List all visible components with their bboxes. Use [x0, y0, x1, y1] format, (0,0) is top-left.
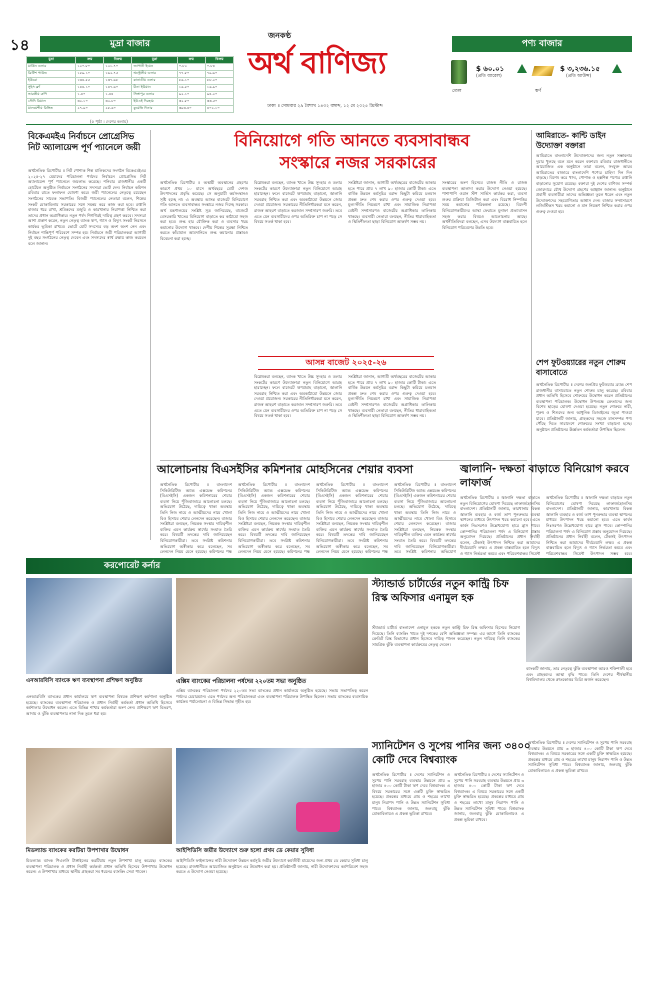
- currency-cell: ৪০২.১০: [205, 106, 233, 113]
- currency-cell: জাপানী ইয়েন: [132, 64, 177, 71]
- lead-headline-1: বিনিয়োগে গতি আনতে ব্যবসাবান্ধব: [234, 131, 470, 150]
- gold-up-arrow-icon: [612, 64, 622, 73]
- midland-photo: [26, 748, 172, 844]
- lead-headline-2: সংস্কারে নজর সরকারের: [279, 153, 437, 172]
- budget-sub-box: [258, 356, 434, 370]
- currency-cell: ২৭.৯০: [76, 106, 104, 113]
- ipdc-photo: [176, 748, 368, 844]
- currency-cell: সিঙ্গাপুর ডলার: [132, 92, 177, 99]
- wb-col-3: অর্থনৈতিক রিপোর্টার ॥ দেশের স্যানিটেশন ও সুপেয় পানি সরবরাহ ব্যবস্থার উন্নয়নে প্রায় ৩ হাজার ৪০০ কোটি টাকা ঋণ দেবে বিশ্বব্যাংক। এ বিষয়ে সরকারের সঙ্গে একটি চুক্তি স্বাক্ষরিত হয়েছে। প্রকল্পের মাধ্যমে গ্রাম ও শহরের লাখো মানুষ নিরাপদ পানি ও উন্নত স্যানিটেশন সুবিধা পাবে। বিশ্বব্যাংক জানায়, জলবায়ু ঝুঁকি মোকাবিলায়ও এ প্রকল্প ভূমিকা রাখবে।: [528, 740, 632, 773]
- currency-row: [27, 78, 234, 85]
- scb-body-b: ব্যাংকটি জানায়, তার নেতৃত্বে ঝুঁকি ব্যবস্থাপনা আরও শক্তিশালী হবে এবং গ্রাহকদের আস্থা বৃদ্ধি পাবে। তিনি দেশের শীর্ষস্থানীয় বিশ্ববিদ্যালয় থেকে স্নাতকোত্তর ডিগ্রি অর্জন করেছেন।: [526, 666, 632, 683]
- currency-cell: ভারতীয় রুপি: [27, 92, 76, 99]
- bsec-title: আলোচনায় বিএসইসির কমিশনার মোহসিনের শেয়ার ব্যবসা: [157, 463, 413, 476]
- lead-col-2b: বিশ্লেষকরা বলছেন, ব্যাংক খাতে উচ্চ সুদহার ও ডলার সংকটের কারণে উদ্যোক্তারা নতুন বিনিয়োগে আগ্রহ হারাচ্ছেন। ফলে বাজেটে ঋণপ্রবাহ বাড়ানো, জ্বালানি সরবরাহ নিশ্চিত করা এবং অবকাঠামো উন্নয়নে জোর দেওয়া প্রয়োজন। সরকারের নীতিনির্ধারকরা মনে করেন, রাজস্ব আহরণ বাড়াতে করজাল সম্প্রসারণ জরুরি। তবে এতে যেন ব্যবসায়ীদের ওপর অতিরিক্ত চাপ না পড়ে সে বিষয়ে সতর্ক থাকা হবে।: [254, 374, 342, 419]
- currency-cell: ৩২.৮০: [104, 99, 132, 106]
- currency-cell: ০.৮৪: [205, 64, 233, 71]
- currency-cell: ১৫৯.১০: [76, 71, 104, 78]
- currency-cell: অস্ট্রেলীয় ডলার: [132, 71, 177, 78]
- wb-col-1: অর্থনৈতিক রিপোর্টার ॥ দেশের স্যানিটেশন ও সুপেয় পানি সরবরাহ ব্যবস্থার উন্নয়নে প্রায় ৩ হাজার ৪০০ কোটি টাকা ঋণ দেবে বিশ্বব্যাংক। এ বিষয়ে সরকারের সঙ্গে একটি চুক্তি স্বাক্ষরিত হয়েছে। প্রকল্পের মাধ্যমে গ্রাম ও শহরের লাখো মানুষ নিরাপদ পানি ও উন্নত স্যানিটেশন সুবিধা পাবে। বিশ্বব্যাংক জানায়, জলবায়ু ঝুঁকি মোকাবিলায়ও এ প্রকল্প ভূমিকা রাখবে।: [372, 772, 450, 817]
- currency-cell: ২৮.৬০: [104, 106, 132, 113]
- currency-row: [27, 92, 234, 99]
- currency-row: [27, 64, 234, 71]
- currency-header-cell: মুদ্রা: [132, 57, 177, 64]
- mid-divider: [160, 460, 527, 461]
- midland-body: মিডল্যান্ড ব্যাংক পিএলসি টাঙ্গাইলের করটিয়ায় নতুন উপশাখা চালু করেছে। ব্যাংকের ব্যবস্থাপনা পরিচালক ও প্রধান নির্বাহী কর্মকর্তা প্রধান অতিথি হিসেবে উপশাখার উদ্বোধন করেন। এ উপশাখার মাধ্যমে স্থানীয় গ্রাহকরা সব ধরনের ব্যাংকিং সেবা পাবেন।: [26, 858, 172, 875]
- currency-cell: ১৬.৫০: [177, 85, 205, 92]
- currency-cell: ৩২.৮০: [177, 99, 205, 106]
- budget-sub-box-label: আসন্ন বাজেট ২০২৫-২৬: [305, 358, 387, 367]
- currency-cell: মালয়েশীয় রিঙ্গিত: [27, 106, 76, 113]
- currency-cell: ১.৪০: [76, 92, 104, 99]
- energy-col-1: অর্থনৈতিক রিপোর্টার ॥ জ্বালানি দক্ষতা বাড়াতে নতুন বিনিয়োগের ঘোষণা দিয়েছে লাফার্জহোলসিম বাংলাদেশ। প্রতিষ্ঠানটি জানায়, কারখানায় বিকল্প জ্বালানি ব্যবহার ও বর্জ্য তাপ পুনরুদ্ধার ব্যবস্থা স্থাপনের মাধ্যমে উৎপাদন খরচ কমানো হবে। এতে কার্বন নিঃসরণও উল্লেখযোগ্য হারে হ্রাস পাবে। কোম্পানির পরিচালনা পর্ষদ এ বিনিয়োগ প্রস্তাব অনুমোদন দিয়েছে। প্রতিষ্ঠানের প্রধান নির্বাহী বলেন, টেকসই উৎপাদন নিশ্চিত করা আমাদের দীর্ঘমেয়াদি লক্ষ্য। এ প্রকল্প বাস্তবায়িত হলে বিদ্যুৎ ও গ্যাস নির্ভরতা কমবে এবং পরিবেশবান্ধব সিমেন্ট: [460, 495, 540, 555]
- currency-cell: ৭৭.৮০: [177, 71, 205, 78]
- currency-cell: ১৩৪.৫৫: [76, 78, 104, 85]
- gold-unit: (প্রতি আউন্স): [566, 74, 592, 79]
- masthead-top: জনকণ্ঠ: [268, 31, 292, 40]
- currency-cell: ১৬.৯০: [205, 85, 233, 92]
- exim-title: এক্সিম ব্যাংকের পরিচালনা পর্ষদের ২২০তম সভা অনুষ্ঠিত: [176, 679, 307, 685]
- scb-body: স্ট্যান্ডার্ড চার্টার্ড বাংলাদেশ এনামুল হককে নতুন কান্ট্রি চিফ রিস্ক অফিসার হিসেবে নিয়োগ দিয়েছে। তিনি ব্যাংকিং খাতে দুই দশকের বেশি অভিজ্ঞতা সম্পন্ন। এর আগে তিনি ব্যাংকের ক্রেডিট রিস্ক বিভাগের প্রধান হিসেবে দায়িত্ব পালন করেছেন। নতুন দায়িত্বে তিনি ব্যাংকের সামগ্রিক ঝুঁকি ব্যবস্থাপনা কার্যক্রমের নেতৃত্ব দেবেন।: [372, 625, 520, 647]
- lead-col-1: অর্থনৈতিক রিপোর্টার ॥ অস্থায়ী অবস্থানের গ্রহণের কারণে প্রথম ১০ মাসে অর্থবছরে মোট দেশজ উৎপাদনের প্রবৃদ্ধি কমেছে। সে অনুযায়ী কর্মসংস্থানও সৃষ্টি হচ্ছে না। এ অবস্থায় আসন্ন বাজেটে বিনিয়োগে গতি আনতে ব্যবসাবান্ধব সংস্কারে নজর দিচ্ছে সরকার। অর্থ মন্ত্রণালয়ের সংশ্লিষ্ট সূত্র জানিয়েছে, বাজেটে বেসরকারি খাতের বিনিয়োগ বাড়াতে কর কাঠামো সহজ করা হবে। শুল্ক হার যৌক্তিক করা ও ব্যবসার খরচ কমানোর উদ্যোগ থাকবে। দেশীয় শিল্পের সুরক্ষা নিশ্চিত করতে কাঁচামাল আমদানিতে শুল্ক কমানোর প্রস্তাবও বিবেচনা করা হচ্ছে।: [160, 180, 248, 241]
- bsec-col-4: অর্থনৈতিক রিপোর্টার ॥ বাংলাদেশ সিকিউরিটিজ অ্যান্ড এক্সচেঞ্জ কমিশনের (বিএসইসি) একজন কমিশনারের শেয়ার ব্যবসা নিয়ে পুঁজিবাজারে আলোচনা চলছে। অভিযোগ উঠেছে, দায়িত্বে থাকা অবস্থায় তিনি নিজ নামে ও আত্মীয়দের নামে খোলা বিও হিসাবে শেয়ার লেনদেন করেছেন। বাজার সংশ্লিষ্টরা বলছেন, নিয়ন্ত্রক সংস্থার দায়িত্বশীল ব্যক্তির এমন কার্যক্রম স্বার্থের সংঘাত তৈরি করে। বিষয়টি তদন্তের দাবি জানিয়েছেন বিনিয়োগকারীরা। তবে সংশ্লিষ্ট কমিশনার অভিযোগ: [394, 482, 456, 554]
- currency-cell: ৩৯৩.৪০: [177, 106, 205, 113]
- currency-cell: ১৪৪.১০: [76, 85, 104, 92]
- energy-col-2: অর্থনৈতিক রিপোর্টার ॥ জ্বালানি দক্ষতা বাড়াতে নতুন বিনিয়োগের ঘোষণা দিয়েছে লাফার্জহোলসিম বাংলাদেশ। প্রতিষ্ঠানটি জানায়, কারখানায় বিকল্প জ্বালানি ব্যবহার ও বর্জ্য তাপ পুনরুদ্ধার ব্যবস্থা স্থাপনের মাধ্যমে উৎপাদন খরচ কমানো হবে। এতে কার্বন নিঃসরণও উল্লেখযোগ্য হারে হ্রাস পাবে। কোম্পানির পরিচালনা পর্ষদ এ বিনিয়োগ প্রস্তাব অনুমোদন দিয়েছে। প্রতিষ্ঠানের প্রধান নির্বাহী বলেন, টেকসই উৎপাদন নিশ্চিত করা আমাদের দীর্ঘমেয়াদি লক্ষ্য। এ প্রকল্প বাস্তবায়িত হলে বিদ্যুৎ ও গ্যাস নির্ভরতা কমবে এবং পরিবেশবান্ধব সিমেন্ট উৎপাদন সম্ভব হবে।: [546, 495, 632, 555]
- header-divider: [26, 124, 632, 125]
- energy-title: জ্বালানি- দক্ষতা বাড়াতে বিনিয়োগ করবে লাফার্জ: [460, 463, 629, 489]
- right-story-title: আমিরাতে- কান্টি ডাইন উদ্যোক্তা বক্তারা: [536, 131, 606, 150]
- bsec-col-3: অর্থনৈতিক রিপোর্টার ॥ বাংলাদেশ সিকিউরিটিজ অ্যান্ড এক্সচেঞ্জ কমিশনের (বিএসইসি) একজন কমিশনারের শেয়ার ব্যবসা নিয়ে পুঁজিবাজারে আলোচনা চলছে। অভিযোগ উঠেছে, দায়িত্বে থাকা অবস্থায় তিনি নিজ নামে ও আত্মীয়দের নামে খোলা বিও হিসাবে শেয়ার লেনদেন করেছেন। বাজার সংশ্লিষ্টরা বলছেন, নিয়ন্ত্রক সংস্থার দায়িত্বশীল ব্যক্তির এমন কার্যক্রম স্বার্থের সংঘাত তৈরি করে। বিষয়টি তদন্তের দাবি জানিয়েছেন বিনিয়োগকারীরা। তবে সংশ্লিষ্ট কমিশনার অভিযোগ অস্বীকার করে বলেছেন, সব লেনদেন নিয়ম মেনে হয়েছে। কমিশনের পক্ষ: [316, 482, 388, 554]
- oil-barrel-icon: [451, 60, 467, 84]
- scb-portrait-photo: [526, 578, 632, 662]
- wb-title: স্যানিটেশন ও সুপেয় পানির জন্য ৩৪০০ কোটি দেবে বিশ্বব্যাংক: [372, 741, 531, 766]
- currency-cell: সৌদি রিয়াল: [27, 99, 76, 106]
- bsec-col-1: অর্থনৈতিক রিপোর্টার ॥ বাংলাদেশ সিকিউরিটিজ অ্যান্ড এক্সচেঞ্জ কমিশনের (বিএসইসি) একজন কমিশনারের শেয়ার ব্যবসা নিয়ে পুঁজিবাজারে আলোচনা চলছে। অভিযোগ উঠেছে, দায়িত্বে থাকা অবস্থায় তিনি নিজ নামে ও আত্মীয়দের নামে খোলা বিও হিসাবে শেয়ার লেনদেন করেছেন। বাজার সংশ্লিষ্টরা বলছেন, নিয়ন্ত্রক সংস্থার দায়িত্বশীল ব্যক্তির এমন কার্যক্রম স্বার্থের সংঘাত তৈরি করে। বিষয়টি তদন্তের দাবি জানিয়েছেন বিনিয়োগকারীরা। তবে সংশ্লিষ্ট কমিশনার অভিযোগ অস্বীকার করে বলেছেন, সব লেনদেন নিয়ম মেনে হয়েছে। কমিশনের পক্ষ: [160, 482, 232, 554]
- currency-cell: ১২১.৭০: [104, 64, 132, 71]
- currency-cell: ১৬২.৭৫: [104, 71, 132, 78]
- currency-cell: ৮৬.১০: [177, 78, 205, 85]
- nrbc-title: এনআরবিসি ব্যাংকে ঋণ ব্যবস্থাপনা প্রশিক্ষণ অনুষ্ঠিত: [26, 678, 143, 684]
- lead-col-3b: সংশ্লিষ্টরা জানান, আগামী অর্থবছরের বাজেটের আকার হতে পারে প্রায় ৭ লাখ ৯০ হাজার কোটি টাকা। এতে বার্ষিক উন্নয়ন কর্মসূচির বরাদ্দ কিছুটা কমিয়ে চলমান প্রকল্প দ্রুত শেষ করার ওপর গুরুত্ব দেওয়া হবে। মূল্যস্ফীতি নিয়ন্ত্রণে রাখা এবং সামাজিক নিরাপত্তা বেষ্টনী সম্প্রসারণও বাজেটের অগ্রাধিকার তালিকায় থাকছে। ব্যবসায়ী নেতারা বলছেন, নীতির ধারাবাহিকতা ও স্থিতিশীলতা ছাড়া বিনিয়োগ আকর্ষণ সম্ভব নয়।: [348, 374, 436, 419]
- wb-col-2: অর্থনৈতিক রিপোর্টার ॥ দেশের স্যানিটেশন ও সুপেয় পানি সরবরাহ ব্যবস্থার উন্নয়নে প্রায় ৩ হাজার ৪০০ কোটি টাকা ঋণ দেবে বিশ্বব্যাংক। এ বিষয়ে সরকারের সঙ্গে একটি চুক্তি স্বাক্ষরিত হয়েছে। প্রকল্পের মাধ্যমে গ্রাম ও শহরের লাখো মানুষ নিরাপদ পানি ও উন্নত স্যানিটেশন সুবিধা পাবে। বিশ্বব্যাংক জানায়, জলবায়ু ঝুঁকি মোকাবিলায়ও এ প্রকল্প ভূমিকা রাখবে।: [454, 772, 524, 822]
- currency-cell: ইউএই দিরহাম: [132, 99, 177, 106]
- currency-cell: সুইস ফ্রাঁ: [27, 85, 76, 92]
- corporate-banner-label: করপোরেট কর্নার: [104, 561, 161, 571]
- ipdc-joyee-logo: [296, 802, 340, 832]
- right-story-body: আমিরাতে বাংলাদেশি উদ্যোক্তাদের জন্য নতুন সম্ভাবনার দুয়ার খুলছে বলে মনে করেন বক্তারা। রবিবার রাজধানীতে আয়োজিত এক অনুষ্ঠানে তারা বলেন, সংযুক্ত আরব আমিরাতের বাজারে বাংলাদেশি পণ্যের চাহিদা দিন দিন বাড়ছে। বিশেষ করে খাদ্য, পোশাক ও হস্তশিল্প পণ্যের রপ্তানি বাড়ানোর সুযোগ রয়েছে। বক্তারা দুই দেশের বাণিজ্য সম্পর্ক জোরদারে যৌথ উদ্যোগ গ্রহণের আহ্বান জানান। অনুষ্ঠানে প্রবাসী ব্যবসায়ীরা তাদের অভিজ্ঞতা তুলে ধরেন এবং নতুন উদ্যোক্তাদের সহযোগিতার আশ্বাস দেন। বাজার সম্প্রসারণে লজিস্টিকস খরচ কমানো ও মান নিয়ন্ত্রণ নিশ্চিত করার ওপর গুরুত্ব দেওয়া হয়।: [536, 153, 632, 214]
- corporate-banner: [26, 558, 632, 574]
- currency-row: [27, 71, 234, 78]
- left-story-body: অর্থনৈতিক রিপোর্টার ॥ নিট পোশাক শিল্প মালিকদের সংগঠন বিকেএমইএর ২০২৫-২৭ মেয়াদের পরিচালনা পর্ষদের নির্বাচনে প্রোগ্রেসিভ নিট অ্যালায়েন্স পূর্ণ প্যানেলে জয়লাভ করেছে। শনিবার রাজধানীর একটি হোটেলে অনুষ্ঠিত নির্বাচনে সংগঠনের সদস্যরা ভোট দেন। নির্বাচন কমিশন রবিবার রাতে ফলাফল ঘোষণা করে। জয়ী প্যানেলের নেতৃত্বে রয়েছেন সংগঠনের সাবেক সভাপতি। বিজয়ী প্যানেলের নেতারা বলেন, শিল্পের সংকট মোকাবিলায় সরকারের সঙ্গে সমন্বয় করে কাজ করা হবে। রপ্তানি বাজার ধরে রাখা, শ্রমিকদের মজুরি ও কারখানার নিরাপত্তা নিশ্চিত করা তাদের প্রধান অগ্রাধিকার। নতুন পর্ষদ শিগগিরই দায়িত্ব গ্রহণ করবে। সদস্যরা আশা প্রকাশ করেন, নতুন নেতৃত্ব ব্যাংক ঋণ, গ্যাস ও বিদ্যুৎ সংকট নিরসনে কার্যকর ভূমিকা রাখবে। ভোটে মোট সদস্যের বড় অংশ অংশ নেন এবং নির্বাচন শান্তিপূর্ণ পরিবেশে সম্পন্ন হয়। নির্বাচনে জয়ী পরিচালকরা আগামী দুই বছর সংগঠনের নেতৃত্ব দেবেন এবং সদস্যদের স্বার্থ রক্ষায় কাজ করবেন বলে জানান।: [28, 168, 146, 246]
- currency-cell: কানাডীয় ডলার: [132, 78, 177, 85]
- exim-photo: [176, 578, 368, 674]
- bsec-col-2: অর্থনৈতিক রিপোর্টার ॥ বাংলাদেশ সিকিউরিটিজ অ্যান্ড এক্সচেঞ্জ কমিশনের (বিএসইসি) একজন কমিশনারের শেয়ার ব্যবসা নিয়ে পুঁজিবাজারে আলোচনা চলছে। অভিযোগ উঠেছে, দায়িত্বে থাকা অবস্থায় তিনি নিজ নামে ও আত্মীয়দের নামে খোলা বিও হিসাবে শেয়ার লেনদেন করেছেন। বাজার সংশ্লিষ্টরা বলছেন, নিয়ন্ত্রক সংস্থার দায়িত্বশীল ব্যক্তির এমন কার্যক্রম স্বার্থের সংঘাত তৈরি করে। বিষয়টি তদন্তের দাবি জানিয়েছেন বিনিয়োগকারীরা। তবে সংশ্লিষ্ট কমিশনার অভিযোগ অস্বীকার করে বলেছেন, সব লেনদেন নিয়ম মেনে হয়েছে। কমিশনের পক্ষ: [238, 482, 310, 554]
- currency-cell: চীনা ইউয়ান: [132, 85, 177, 92]
- dateline: ঢাকা ॥ সোমবার ২৯ বৈশাখ ১৪৩২ বঙ্গাব্দ, ১২ মে ২০২৫ খ্রিস্টাব্দ: [267, 104, 383, 109]
- currency-header-cell: ক্রয়: [177, 57, 205, 64]
- currency-cell: ১৩৭.৬৮: [104, 78, 132, 85]
- gold-bar-icon: [532, 66, 555, 76]
- exim-body: এক্সিম ব্যাংকের পরিচালনা পর্ষদের ২২০তম সভা ব্যাংকের প্রধান কার্যালয়ে অনুষ্ঠিত হয়েছে। সভায় সভাপতিত্ব করেন পর্ষদের চেয়ারম্যান। এতে পর্ষদের অন্য পরিচালকরা এবং ব্যবস্থাপনা পরিচালক উপস্থিত ছিলেন। সভায় ব্যাংকের ব্যবসায়িক কার্যক্রম পর্যালোচনা ও বিভিন্ন সিদ্ধান্ত গৃহীত হয়।: [176, 688, 368, 705]
- currency-cell: ৩৩.৫০: [205, 99, 233, 106]
- oil-label: তেল: [452, 88, 462, 94]
- currency-cell: ইউরো: [27, 78, 76, 85]
- page-header: [0, 0, 650, 128]
- currency-section-label: মুদ্রা বাজার: [40, 36, 220, 52]
- oil-up-arrow-icon: [517, 64, 527, 73]
- ipdc-title: আইপিডিসি জয়ীর উদ্যোগে শুরু হলো প্রথম ডে কেয়ার সুবিধা: [176, 848, 314, 854]
- currency-note: (৫ পৃষ্ঠা । দেশের কলাম): [90, 119, 128, 124]
- commodity-section-label: পণ্য বাজার: [452, 36, 632, 52]
- currency-cell: ব্রিটিশ পাউন্ড: [27, 71, 76, 78]
- page-number: ১৪: [10, 36, 30, 54]
- currency-cell: ৯২.১০: [177, 92, 205, 99]
- right-story-body-2: অর্থনৈতিক রিপোর্টার ॥ দেশের জনপ্রিয় ফুটওয়্যার ব্র্যান্ড শেপ রাজধানীর বাসাবোতে নতুন শোরুম চালু করেছে। রবিবার প্রধান অতিথি হিসেবে শোরুমের উদ্বোধন করেন প্রতিষ্ঠানের ব্যবস্থাপনা পরিচালক। উদ্বোধন উপলক্ষে ক্রেতাদের জন্য বিশেষ ছাড়ের ঘোষণা দেওয়া হয়েছে। নতুন শোরুমে নারী, পুরুষ ও শিশুদের জন্য আধুনিক ডিজাইনের জুতা পাওয়া যাবে। প্রতিষ্ঠানটি জানায়, গ্রাহকদের সহজে মানসম্পন্ন পণ্য পৌঁছে দিতে সারাদেশে শোরুমের সংখ্যা বাড়ানো হচ্ছে। অনুষ্ঠানে প্রতিষ্ঠানের ঊর্ধ্বতন কর্মকর্তারা উপস্থিত ছিলেন।: [536, 382, 632, 432]
- left-story-title: বিকেএমইএ নির্বাচনে প্রোগ্রেসিভ নিট অ্যালায়েন্স পূর্ণ প্যানেলে জয়ী: [28, 131, 141, 152]
- oil-unit: (প্রতি ব্যারেল): [476, 74, 502, 79]
- currency-table-header: [27, 57, 234, 64]
- gold-label: স্বর্ণ: [535, 88, 542, 94]
- currency-header-cell: মুদ্রা: [27, 57, 76, 64]
- currency-cell: ১২০.৮০: [76, 64, 104, 71]
- currency-header-cell: বিক্রয়: [104, 57, 132, 64]
- currency-cell: ৩২.১০: [76, 99, 104, 106]
- midland-title: মিডল্যান্ড ব্যাংকের করটিয়া উপশাখার উদ্বোধন: [26, 848, 129, 854]
- currency-cell: ৮৮.২০: [205, 78, 233, 85]
- currency-header-cell: বিক্রয়: [205, 57, 233, 64]
- currency-cell: কুয়েতি দিনার: [132, 106, 177, 113]
- left-column-divider: [150, 130, 151, 540]
- currency-cell: ১.৪৪: [104, 92, 132, 99]
- currency-row: [27, 85, 234, 92]
- scb-title: স্ট্যান্ডার্ড চার্টার্ডের নতুন কান্ট্রি চিফ রিস্ক অফিসার এনামুল হক: [372, 579, 509, 604]
- lead-col-3: সংশ্লিষ্টরা জানান, আগামী অর্থবছরের বাজেটের আকার হতে পারে প্রায় ৭ লাখ ৯০ হাজার কোটি টাকা। এতে বার্ষিক উন্নয়ন কর্মসূচির বরাদ্দ কিছুটা কমিয়ে চলমান প্রকল্প দ্রুত শেষ করার ওপর গুরুত্ব দেওয়া হবে। মূল্যস্ফীতি নিয়ন্ত্রণে রাখা এবং সামাজিক নিরাপত্তা বেষ্টনী সম্প্রসারণও বাজেটের অগ্রাধিকার তালিকায় থাকছে। ব্যবসায়ী নেতারা বলছেন, নীতির ধারাবাহিকতা ও স্থিতিশীলতা ছাড়া বিনিয়োগ আকর্ষণ সম্ভব নয়।: [348, 180, 436, 225]
- lead-col-2: বিশ্লেষকরা বলছেন, ব্যাংক খাতে উচ্চ সুদহার ও ডলার সংকটের কারণে উদ্যোক্তারা নতুন বিনিয়োগে আগ্রহ হারাচ্ছেন। ফলে বাজেটে ঋণপ্রবাহ বাড়ানো, জ্বালানি সরবরাহ নিশ্চিত করা এবং অবকাঠামো উন্নয়নে জোর দেওয়া প্রয়োজন। সরকারের নীতিনির্ধারকরা মনে করেন, রাজস্ব আহরণ বাড়াতে করজাল সম্প্রসারণ জরুরি। তবে এতে যেন ব্যবসায়ীদের ওপর অতিরিক্ত চাপ না পড়ে সে বিষয়ে সতর্ক থাকা হবে।: [254, 180, 342, 225]
- currency-cell: ৭৯.৬০: [205, 71, 233, 78]
- currency-cell: মার্কিন ডলার: [27, 64, 76, 71]
- oil-price: $ ৬০.০১: [476, 65, 505, 73]
- lead-col-4: সংস্কারের অংশ হিসেবে রাজস্ব নীতি ও রাজস্ব ব্যবস্থাপনা আলাদা করার উদ্যোগ নেওয়া হয়েছে। পাশাপাশি ওয়ান স্টপ সার্ভিস কার্যকর করা, ব্যবসা শুরুর প্রক্রিয়া ডিজিটাল করা এবং বিরোধ নিষ্পত্তির সময় কমানোর পরিকল্পনা রয়েছে। বিদেশী বিনিয়োগকারীদের আস্থা ফেরাতে মুনাফা প্রত্যাবাসন সহজ করার বিষয়ও আলোচনায় আছে। অর্থনীতিবিদরা বলছেন, এসব উদ্যোগ বাস্তবায়িত হলে বিনিয়োগ পরিবেশের উন্নতি হবে।: [442, 180, 527, 230]
- right-story-title-2: শেপ ফুটওয়্যারের নতুন শোরুম বাসাবোতে: [536, 358, 626, 377]
- currency-cell: ০.৮২: [177, 64, 205, 71]
- currency-cell: ১৪৭.৬০: [104, 85, 132, 92]
- ipdc-body: আইপিডিসি ফাইন্যান্সের নারী উদ্যোক্তা উন্নয়ন কর্মসূচি জয়ীর উদ্যোগে কর্মজীবী মায়েদের জন্য প্রথম ডে কেয়ার সুবিধা চালু হয়েছে। রাজধানীতে আয়োজিত অনুষ্ঠানে এর উদ্বোধন করা হয়। প্রতিষ্ঠানটি জানায়, নারী উদ্যোক্তাদের কর্মপরিবেশ সহজ করতে এ উদ্যোগ নেওয়া হয়েছে।: [176, 858, 368, 875]
- currency-cell: ৯৪.২০: [205, 92, 233, 99]
- nrbc-body: এনআরবিসি ব্যাংকের প্রধান কার্যালয়ে ঋণ ব্যবস্থাপনা বিষয়ক প্রশিক্ষণ কর্মশালা অনুষ্ঠিত হয়েছে। ব্যাংকের ব্যবস্থাপনা পরিচালক ও প্রধান নির্বাহী কর্মকর্তা প্রধান অতিথি হিসেবে কর্মশালার উদ্বোধন করেন। এতে বিভিন্ন শাখার কর্মকর্তারা অংশ নেন। প্রশিক্ষণে ঋণ বিতরণ, আদায় ও ঝুঁকি ব্যবস্থাপনার নানা দিক তুলে ধরা হয়।: [26, 694, 172, 716]
- currency-header-cell: ক্রয়: [76, 57, 104, 64]
- nrbc-photo: [26, 578, 172, 674]
- masthead-title: অর্থ বাণিজ্য: [248, 46, 386, 81]
- gold-price: $ ৩,২৩৬.১৫: [560, 65, 600, 73]
